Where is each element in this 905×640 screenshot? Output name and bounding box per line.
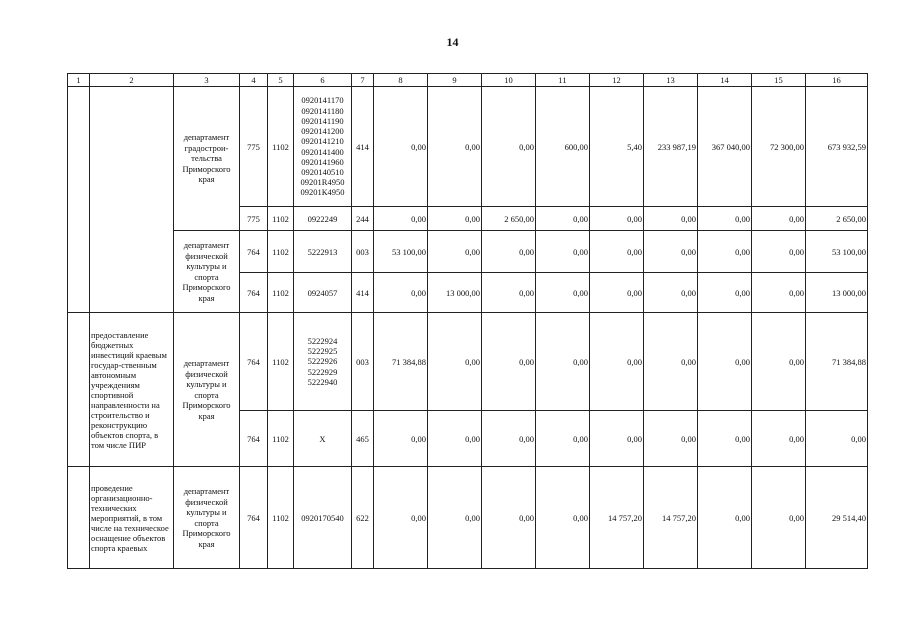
cell-c11: 0,00 [536, 313, 590, 411]
cell-c4: 764 [240, 231, 268, 273]
header-cell: 7 [352, 74, 374, 87]
cell-c8: 0,00 [374, 467, 428, 569]
cell-c7: 622 [352, 467, 374, 569]
cell-c5: 1102 [268, 273, 294, 313]
activity-name-cell: предоставление бюджетных инвестиций краевым государ-ственным автономным учреждениям спортивной направленности на строительство и реконструкцию объектов спорта, в том числе ПИР [90, 313, 174, 467]
cell-c9: 13 000,00 [428, 273, 482, 313]
cell-c13: 14 757,20 [644, 467, 698, 569]
row-number-cell [68, 87, 90, 313]
row-number-cell [68, 467, 90, 569]
cell-c6 [294, 87, 352, 207]
cell-c9: 0,00 [428, 467, 482, 569]
cell-c12: 14 757,20 [590, 467, 644, 569]
cell-c14: 0,00 [698, 231, 752, 273]
header-cell: 12 [590, 74, 644, 87]
cell-c7: 465 [352, 411, 374, 467]
cell-c11: 0,00 [536, 231, 590, 273]
page-number: 14 [446, 35, 459, 49]
cell-c12: 0,00 [590, 313, 644, 411]
cell-c12: 5,40 [590, 87, 644, 207]
cell-c9: 0,00 [428, 87, 482, 207]
header-cell: 13 [644, 74, 698, 87]
department-cell: департамент физической культуры и спорта Приморского края [174, 313, 240, 467]
cell-c11: 0,00 [536, 467, 590, 569]
cell-c14: 0,00 [698, 467, 752, 569]
cell-c11: 600,00 [536, 87, 590, 207]
cell-c8: 0,00 [374, 87, 428, 207]
header-cell: 3 [174, 74, 240, 87]
cell-c15: 0,00 [752, 207, 806, 231]
cell-c7: 244 [352, 207, 374, 231]
cell-c14: 0,00 [698, 207, 752, 231]
cell-c5: 1102 [268, 231, 294, 273]
cell-c15: 0,00 [752, 467, 806, 569]
cell-c13: 0,00 [644, 313, 698, 411]
cell-c7: 414 [352, 87, 374, 207]
cell-c5: 1102 [268, 411, 294, 467]
cell-c5: 1102 [268, 87, 294, 207]
cell-c5: 1102 [268, 207, 294, 231]
cell-c16: 53 100,00 [806, 231, 868, 273]
cell-c12: 0,00 [590, 411, 644, 467]
cell-c11: 0,00 [536, 207, 590, 231]
cell-c5: 1102 [268, 313, 294, 411]
cell-c9: 0,00 [428, 207, 482, 231]
header-cell: 9 [428, 74, 482, 87]
cell-c15: 0,00 [752, 231, 806, 273]
code-list: 0920141170 0920141180 0920141190 0920141200 0920141210 0920141400 0920141960 0920140510 09201R4950 09201К4950 [300, 95, 345, 198]
cell-c9: 0,00 [428, 411, 482, 467]
cell-c16: 2 650,00 [806, 207, 868, 231]
cell-c11: 0,00 [536, 411, 590, 467]
cell-c16: 29 514,40 [806, 467, 868, 569]
table-row [68, 87, 868, 207]
header-cell: 6 [294, 74, 352, 87]
department-cell: департамент градострои-тельства Приморского края [174, 87, 240, 231]
cell-c7: 003 [352, 313, 374, 411]
cell-c13: 0,00 [644, 411, 698, 467]
cell-c12: 0,00 [590, 207, 644, 231]
cell-c4: 775 [240, 87, 268, 207]
header-cell: 15 [752, 74, 806, 87]
cell-c12: 0,00 [590, 273, 644, 313]
cell-c15: 72 300,00 [752, 87, 806, 207]
cell-c8: 53 100,00 [374, 231, 428, 273]
cell-c14: 367 040,00 [698, 87, 752, 207]
cell-c6: 0920170540 [294, 467, 352, 569]
cell-c7: 003 [352, 231, 374, 273]
cell-c4: 764 [240, 313, 268, 411]
cell-c6: X [294, 411, 352, 467]
department-cell: департамент физической культуры и спорта Приморского края [174, 231, 240, 313]
budget-table [67, 73, 868, 569]
table-row [68, 467, 868, 569]
cell-c7: 414 [352, 273, 374, 313]
cell-c13: 0,00 [644, 231, 698, 273]
code-list: 5222924 5222925 5222926 5222929 5222940 [307, 335, 338, 387]
cell-c10: 0,00 [482, 313, 536, 411]
cell-c13: 233 987,19 [644, 87, 698, 207]
cell-c16: 13 000,00 [806, 273, 868, 313]
cell-c8: 71 384,88 [374, 313, 428, 411]
cell-c13: 0,00 [644, 207, 698, 231]
cell-c6: 0924057 [294, 273, 352, 313]
cell-c10: 0,00 [482, 411, 536, 467]
cell-c9: 0,00 [428, 231, 482, 273]
cell-c14: 0,00 [698, 273, 752, 313]
cell-c15: 0,00 [752, 273, 806, 313]
table-row [68, 313, 868, 411]
cell-c13: 0,00 [644, 273, 698, 313]
cell-c8: 0,00 [374, 411, 428, 467]
cell-c16: 71 384,88 [806, 313, 868, 411]
header-cell: 1 [68, 74, 90, 87]
cell-c6 [294, 313, 352, 411]
cell-c6: 0922249 [294, 207, 352, 231]
cell-c15: 0,00 [752, 411, 806, 467]
header-cell: 11 [536, 74, 590, 87]
header-cell: 8 [374, 74, 428, 87]
cell-c8: 0,00 [374, 207, 428, 231]
header-cell: 10 [482, 74, 536, 87]
department-cell: департамент физической культуры и спорта Приморского края [174, 467, 240, 569]
activity-name-cell: проведение организационно-технических мероприятий, в том числе на техническое оснащение объектов спорта краевых [90, 467, 174, 569]
cell-c15: 0,00 [752, 313, 806, 411]
header-cell: 4 [240, 74, 268, 87]
cell-c12: 0,00 [590, 231, 644, 273]
cell-c14: 0,00 [698, 411, 752, 467]
cell-c10: 2 650,00 [482, 207, 536, 231]
cell-c10: 0,00 [482, 87, 536, 207]
cell-c10: 0,00 [482, 231, 536, 273]
cell-c4: 764 [240, 273, 268, 313]
header-row [68, 74, 868, 87]
header-cell: 5 [268, 74, 294, 87]
cell-c6: 5222913 [294, 231, 352, 273]
cell-c4: 764 [240, 411, 268, 467]
cell-c9: 0,00 [428, 313, 482, 411]
header-cell: 2 [90, 74, 174, 87]
cell-c4: 764 [240, 467, 268, 569]
cell-c10: 0,00 [482, 273, 536, 313]
activity-name-cell [90, 87, 174, 313]
cell-c14: 0,00 [698, 313, 752, 411]
header-cell: 16 [806, 74, 868, 87]
cell-c5: 1102 [268, 467, 294, 569]
cell-c10: 0,00 [482, 467, 536, 569]
cell-c16: 0,00 [806, 411, 868, 467]
cell-c4: 775 [240, 207, 268, 231]
table-row [68, 231, 868, 273]
cell-c8: 0,00 [374, 273, 428, 313]
header-cell: 14 [698, 74, 752, 87]
cell-c16: 673 932,59 [806, 87, 868, 207]
row-number-cell [68, 313, 90, 467]
cell-c11: 0,00 [536, 273, 590, 313]
